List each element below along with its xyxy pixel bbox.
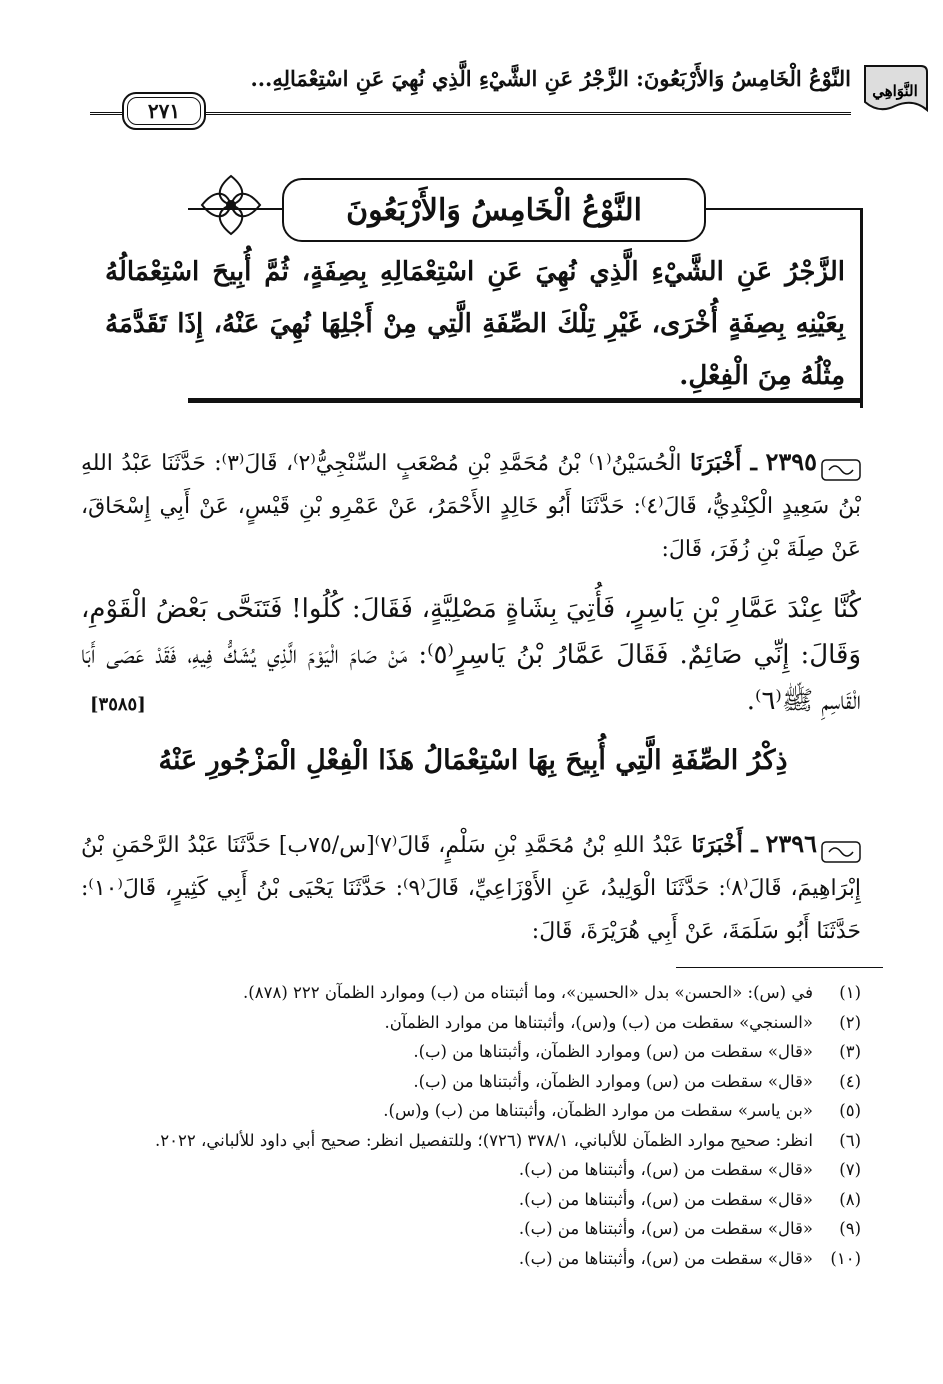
footnote xyxy=(81,1214,861,1244)
footnote-number: (٦) xyxy=(839,1130,861,1150)
running-title: النَّوْعُ الْخَامِسُ وَالأَرْبَعُونَ: الزَّجْرُ عَنِ الشَّيْءِ الَّذِي نُهِيَ عَنِ اسْتِعْمَالِهِ... xyxy=(250,66,851,91)
hadith-reference: [٣٥٨٥] xyxy=(90,694,146,715)
hadith-isnad-text: عَبْدُ اللهِ بْنُ مُحَمَّدِ بْنِ سَلْمٍ، قَالَ⁽٧⁾[س/٧٥ب] حَدَّثَنَا عَبْدُ الرَّحْمَنِ بْنُ إِبْرَاهِيمَ، قَالَ⁽٨⁾: حَدَّثَنَا الْوَلِيدُ، عَنِ الأَوْزَاعِيِّ، قَالَ⁽٩⁾: حَدَّثَنَا يَحْيَى بْنُ أَبِي كَثِيرٍ، قَالَ⁽١٠⁾: حَدَّثَنَا أَبُو سَلَمَةَ، عَنْ أَبِي هُرَيْرَةَ، قَالَ: xyxy=(81,833,861,944)
corner-ornament-icon xyxy=(861,58,929,118)
hadith-2395-matn: كُنَّا عِنْدَ عَمَّارِ بْنِ يَاسِرٍ، فَأُتِيَ بِشَاةٍ مَصْلِيَّةٍ، فَقَالَ: كُلُوا! فَتَنَحَّى بَعْضُ الْقَوْمِ، وَقَالَ: إِنِّي صَائِمٌ. فَقَالَ عَمَّارُ بْنُ يَاسِرٍ⁽٥⁾: مَنْ صَامَ الْيَوْمَ الَّذِي يُشَكُّ فِيهِ، فَقَدْ عَصَى أَبَا الْقَاسِمِ ﷺ⁽٦⁾. xyxy=(81,594,861,716)
footnote xyxy=(81,1244,861,1274)
corner-badge xyxy=(861,58,929,118)
footnote-text: «قال» سقطت من (س)، وأثبتناها من (ب). xyxy=(518,1189,813,1209)
footnote-rule xyxy=(676,967,883,968)
footnote-number: (٤) xyxy=(839,1071,861,1091)
hadith-isnad-text: الْحُسَيْنُ⁽١⁾ بْنُ مُحَمَّدِ بْنِ مُصْعَبٍ السِّنْجِيُّ⁽٢⁾، قَالَ⁽٣⁾: حَدَّثَنَا عَبْدُ اللهِ بْنُ سَعِيدٍ الْكِنْدِيُّ، قَالَ⁽٤⁾: حَدَّثَنَا أَبُو خَالِدٍ الأَحْمَرُ، عَنْ عَمْرِو بْنِ قَيْسٍ، عَنْ أَبِي إِسْحَاقَ، عَنْ صِلَةَ بْنِ زُفَرَ، قَالَ: xyxy=(81,451,861,562)
hadith-lead: ـ أَخْبَرَنَا xyxy=(690,450,757,476)
footnote-number: (٢) xyxy=(839,1012,861,1032)
hadith-2395-isnad xyxy=(81,440,861,571)
footnote-number: (١٠) xyxy=(830,1248,861,1268)
footnote-number: (٩) xyxy=(839,1219,861,1238)
hadith-number: ٢٣٩٦ xyxy=(765,829,817,858)
footnote xyxy=(81,1155,861,1185)
footnote xyxy=(81,1185,861,1215)
footnote-number: (٧) xyxy=(839,1160,861,1179)
chapter-title-text: النَّوْعُ الْخَامِسُ وَالأَرْبَعُونَ xyxy=(346,192,642,228)
footnote-number: (١) xyxy=(839,983,861,1002)
footnote-number: (٣) xyxy=(839,1042,861,1061)
hadith-lead: ـ أَخْبَرَنَا xyxy=(691,832,758,858)
hadith-marker-icon xyxy=(821,453,861,475)
hadith-marker-icon xyxy=(821,835,861,857)
hadith-number: ٢٣٩٥ xyxy=(765,447,817,476)
footnote-text: «قال» سقطت من (س) وموارد الظمآن، وأثبتناها من (ب). xyxy=(413,1042,813,1061)
footnote-text: في (س): «الحسن» بدل «الحسين»، وما أثبتناه من (ب) وموارد الظمآن ٢٢٢ (٨٧٨). xyxy=(243,983,813,1002)
footnote-text: «قال» سقطت من (س)، وأثبتناها من (ب). xyxy=(518,1219,813,1238)
chapter-title xyxy=(282,178,706,242)
footnote-text: «قال» سقطت من (س)، وأثبتناها من (ب). xyxy=(518,1160,813,1179)
page-number-text: ٢٧١ xyxy=(147,99,181,123)
footnote xyxy=(81,1008,861,1038)
footnote-text: «قال» سقطت من (س)، وأثبتناها من (ب). xyxy=(518,1248,813,1268)
footnote xyxy=(81,1126,861,1156)
corner-label: النَّوَاهِي xyxy=(872,82,918,100)
page-number xyxy=(122,92,206,130)
footnote-text: «السنجي» سقطت من (ب) و(س)، وأثبتناها من موارد الظمآن. xyxy=(384,1012,813,1032)
footnote xyxy=(81,1037,861,1067)
footnote xyxy=(81,978,861,1008)
footnote-text: «قال» سقطت من (س) وموارد الظمآن، وأثبتناها من (ب). xyxy=(413,1071,813,1091)
footnote-text: انظر: صحيح موارد الظمآن للألباني، ٣٧٨/١ (٧٢٦)؛ وللتفصيل انظر: صحيح أبي داود للألباني، ٢٠٢٢. xyxy=(155,1130,813,1150)
chapter-rule xyxy=(188,398,863,403)
chapter-description: الزَّجْرُ عَنِ الشَّيْءِ الَّذِي نُهِيَ عَنِ اسْتِعْمَالِهِ بِصِفَةٍ، ثُمَّ أُبِيحَ اسْتِعْمَالُهُ بِعَيْنِهِ بِصِفَةٍ أُخْرَى، غَيْرِ تِلْكَ الصِّفَةِ الَّتِي مِنْ أَجْلِهَا نُهِيَ عَنْهُ، إِذَا تَقَدَّمَهُ مِثْلُهُ مِنَ الْفِعْلِ. xyxy=(105,257,845,391)
footnote-text: «بن ياسر» سقطت من موارد الظمآن، وأثبتناها من (ب) و(س). xyxy=(383,1101,813,1120)
section-subheading: ذِكْرُ الصِّفَةِ الَّتِي أُبِيحَ بِهَا اسْتِعْمَالُ هَذَا الْفِعْلِ الْمَزْجُورِ عَنْهُ xyxy=(158,745,788,776)
footnote xyxy=(81,1067,861,1097)
footnote-number: (٨) xyxy=(839,1189,861,1209)
footnotes xyxy=(81,978,861,1273)
footnote-number: (٥) xyxy=(839,1101,861,1120)
hadith-2396-isnad xyxy=(81,822,861,953)
footnote xyxy=(81,1096,861,1126)
floral-ornament-icon xyxy=(196,170,266,240)
